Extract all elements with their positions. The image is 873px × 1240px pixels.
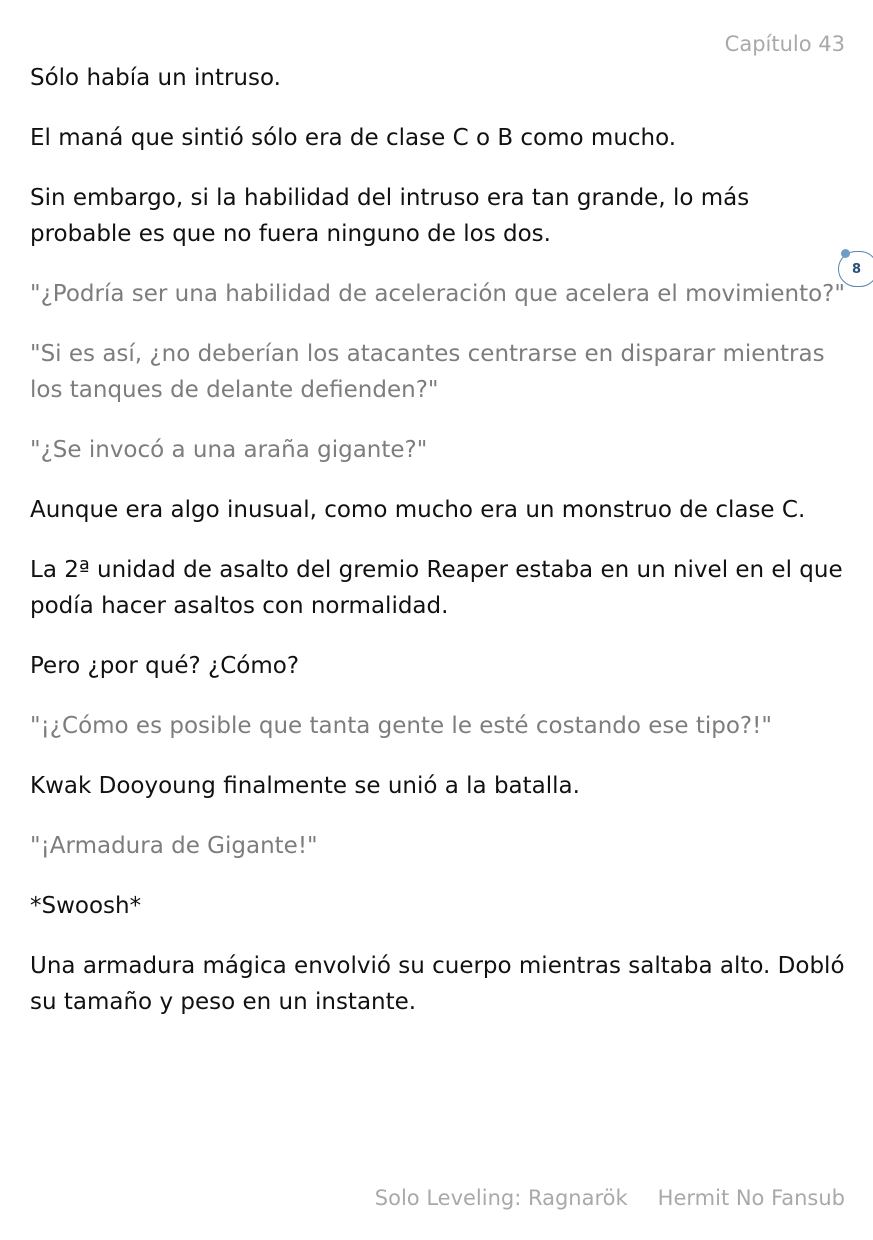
paragraph: Una armadura mágica envolvió su cuerpo mientras saltaba alto. Dobló su tamaño y peso en un instante. bbox=[30, 953, 845, 1015]
footer bbox=[375, 1186, 845, 1210]
paragraph: Sin embargo, si la habilidad del intruso era tan grande, lo más probable es que no fuera ninguno de los dos. bbox=[30, 185, 750, 247]
chapter-label: Capítulo 43 bbox=[724, 32, 845, 56]
page-content bbox=[30, 60, 850, 1044]
paragraph: La 2ª unidad de asalto del gremio Reaper estaba en un nivel en el que podía hacer asaltos con normalidad. bbox=[30, 557, 843, 619]
paragraph: Aunque era algo inusual, como mucho era un monstruo de clase C. bbox=[30, 497, 806, 523]
bookmark-count: 8 bbox=[852, 262, 862, 277]
translator-credit: Hermit No Fansub bbox=[657, 1186, 845, 1210]
paragraph: Kwak Dooyoung finalmente se unió a la batalla. bbox=[30, 773, 580, 799]
dialogue-paragraph: "¿Se invocó a una araña gigante?" bbox=[30, 437, 428, 463]
paragraph: Sólo había un intruso. bbox=[30, 65, 281, 91]
book-title: Solo Leveling: Ragnarök bbox=[374, 1186, 628, 1210]
paragraph: *Swoosh* bbox=[30, 893, 142, 919]
paragraph: Pero ¿por qué? ¿Cómo? bbox=[30, 653, 300, 679]
paragraph: El maná que sintió sólo era de clase C o B como mucho. bbox=[30, 125, 677, 151]
dialogue-paragraph: "¡¿Cómo es posible que tanta gente le esté costando ese tipo?!" bbox=[30, 713, 772, 739]
bookmark-dot-icon bbox=[841, 249, 850, 258]
dialogue-paragraph: "¡Armadura de Gigante!" bbox=[30, 833, 318, 859]
dialogue-paragraph: "Si es así, ¿no deberían los atacantes centrarse en disparar mientras los tanques de delante defienden?" bbox=[30, 341, 825, 403]
dialogue-paragraph: "¿Podría ser una habilidad de aceleración que acelera el movimiento?" bbox=[30, 281, 845, 307]
